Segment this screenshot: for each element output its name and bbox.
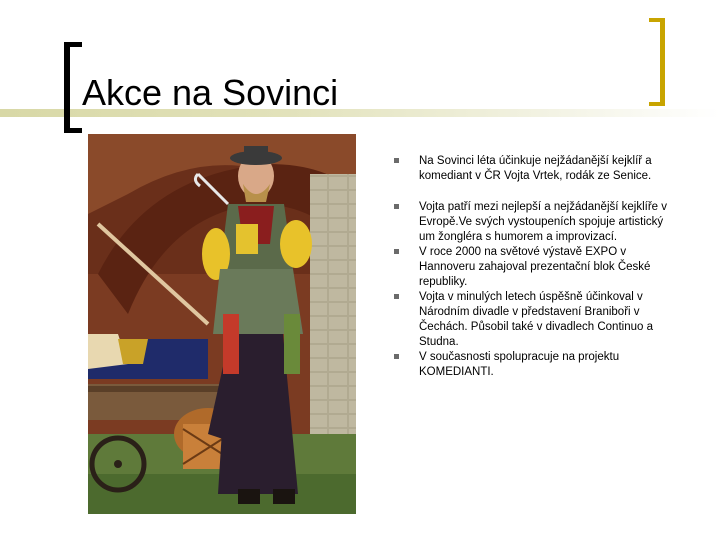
bullet-text: V roce 2000 na světové výstavě EXPO v Hannoveru zahajoval prezentační blok České republiky. xyxy=(419,246,651,288)
slide-title: Akce na Sovinci xyxy=(82,72,339,113)
bullet-text: V současnosti spolupracuje na projektu KOMEDIANTI. xyxy=(419,351,620,378)
square-bullet-icon xyxy=(394,158,399,163)
square-bullet-icon xyxy=(394,204,399,209)
bullet-item xyxy=(394,245,674,290)
left-bracket-top xyxy=(64,42,82,47)
bullet-item xyxy=(394,290,674,350)
left-bracket-bottom xyxy=(64,128,82,133)
bullet-text: Vojta v minulých letech úspěšně účinkoval v Národním divadle v představení Braniboři v Čechách. Působil také v divadlech Continuo a Studna. xyxy=(419,291,653,348)
square-bullet-icon xyxy=(394,354,399,359)
bullet-list xyxy=(394,154,674,380)
bullet-item xyxy=(394,350,674,380)
square-bullet-icon xyxy=(394,294,399,299)
right-bracket xyxy=(660,18,665,106)
bullet-text: Na Sovinci léta účinkuje nejžádanější kejklíř a komediant v ČR Vojta Vrtek, rodák ze Senice. xyxy=(419,155,652,182)
right-bracket-top xyxy=(649,18,665,22)
left-bracket xyxy=(64,42,70,132)
bullet-text: Vojta patří mezi nejlepší a nejžádanější kejklíře v Evropě.Ve svých vystoupeních spojuje artistický um žongléra s humorem a improvizací. xyxy=(419,201,668,243)
bullet-item xyxy=(394,154,674,184)
square-bullet-icon xyxy=(394,249,399,254)
right-bracket-bottom xyxy=(649,102,665,106)
jester-photo xyxy=(88,134,356,514)
bullet-item xyxy=(394,200,674,245)
